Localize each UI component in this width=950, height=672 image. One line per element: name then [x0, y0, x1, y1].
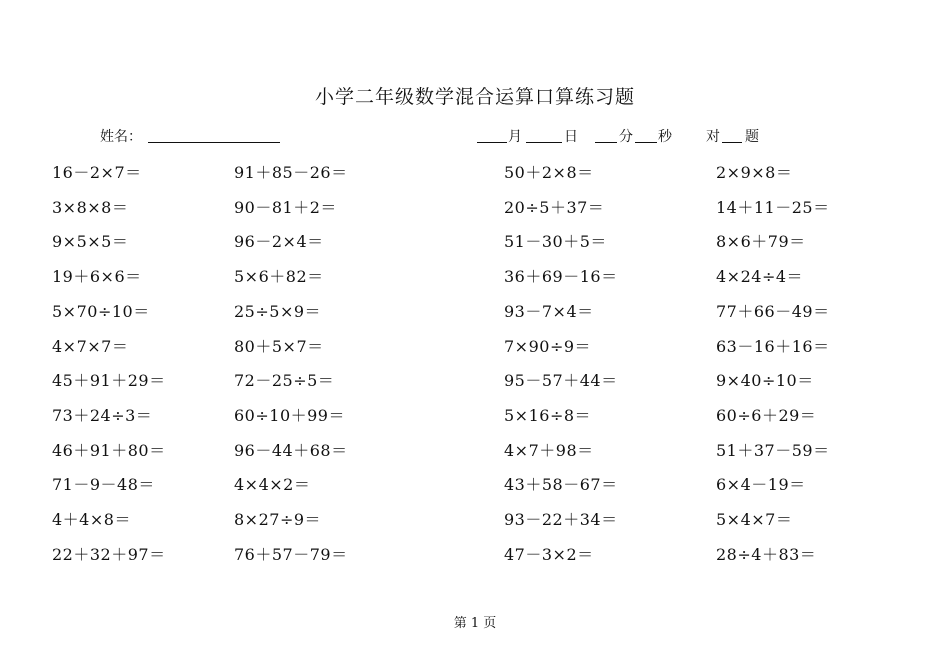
problem-expression: 93－22＋34＝: [504, 510, 618, 529]
problem-expression: 28÷4＋83＝: [716, 544, 817, 564]
problem-expression: 4＋4×8＝: [52, 510, 131, 529]
problem-expression: 71－9－48＝: [52, 475, 155, 495]
problem-row: [0, 229, 950, 253]
problem-expression: 3×8×8＝: [52, 197, 129, 217]
problem-expression: 51＋37－59＝: [716, 440, 830, 460]
problem-expression: 91＋85－26＝: [234, 163, 348, 182]
problem-expression: 4×7＋98＝: [504, 440, 594, 460]
problem-expression: 96－44＋68＝: [234, 440, 348, 460]
page-footer: 第 1 页: [453, 616, 497, 631]
problem-row: [0, 368, 950, 392]
problem-expression: 80＋5×7＝: [234, 336, 324, 356]
problem-row: [0, 334, 950, 358]
problem-expression: 77＋66－49＝: [716, 301, 830, 321]
page-title: 小学二年级数学混合运算口算练习题: [314, 86, 635, 108]
problem-expression: 19＋6×6＝: [52, 267, 142, 287]
problem-expression: 5×6＋82＝: [234, 267, 324, 287]
problem-expression: 50＋2×8＝: [504, 163, 594, 182]
problem-expression: 14＋11－25＝: [716, 197, 830, 217]
day-blank[interactable]: [526, 128, 562, 143]
problem-row: [0, 438, 950, 462]
problem-row: [0, 507, 950, 531]
problem-expression: 7×90÷9＝: [504, 336, 592, 356]
problem-expression: 9×5×5＝: [52, 232, 129, 252]
questions-label: 题: [745, 129, 759, 145]
minute-label: 分: [619, 129, 633, 145]
problem-expression: 46＋91＋80＝: [52, 440, 166, 460]
problem-expression: 4×4×2＝: [234, 475, 311, 495]
problem-expression: 20÷5＋37＝: [504, 197, 605, 217]
problem-expression: 72－25÷5＝: [234, 371, 335, 391]
problem-row: [0, 195, 950, 219]
day-label: 日: [564, 129, 578, 145]
problem-expression: 96－2×4＝: [234, 232, 324, 252]
second-label: 秒: [658, 129, 672, 145]
problem-expression: 9×40÷10＝: [716, 371, 814, 391]
problem-expression: 60÷6＋29＝: [716, 405, 817, 425]
problem-expression: 95－57＋44＝: [504, 371, 618, 391]
problem-expression: 25÷5×9＝: [234, 301, 322, 321]
problem-expression: 4×7×7＝: [52, 336, 129, 356]
month-label: 月: [508, 129, 522, 145]
minute-blank[interactable]: [595, 128, 617, 143]
month-blank[interactable]: [477, 128, 507, 143]
problem-row: [0, 299, 950, 323]
problem-expression: 8×27÷9＝: [234, 510, 322, 529]
problem-expression: 73＋24÷3＝: [52, 405, 153, 425]
problem-expression: 51－30＋5＝: [504, 232, 607, 252]
problem-expression: 76＋57－79＝: [234, 544, 348, 564]
header-fields: [0, 126, 950, 148]
problem-row: [0, 542, 950, 566]
problem-expression: 6×4－19＝: [716, 475, 806, 495]
problem-expression: 16－2×7＝: [52, 163, 142, 182]
problem-expression: 93－7×4＝: [504, 301, 594, 321]
problem-expression: 43＋58－67＝: [504, 475, 618, 495]
problem-expression: 4×24÷4＝: [716, 267, 804, 287]
name-label: 姓名：: [100, 129, 142, 145]
problem-expression: 8×6＋79＝: [716, 232, 806, 252]
problem-expression: 47－3×2＝: [504, 544, 594, 564]
problem-expression: 90－81＋2＝: [234, 197, 337, 217]
name-blank[interactable]: [148, 128, 280, 143]
problem-expression: 5×4×7＝: [716, 510, 793, 529]
problem-expression: 5×70÷10＝: [52, 301, 150, 321]
problem-row: [0, 403, 950, 427]
problem-expression: 45＋91＋29＝: [52, 371, 166, 391]
problem-expression: 63－16＋16＝: [716, 336, 830, 356]
problem-expression: 5×16÷8＝: [504, 405, 592, 425]
problem-row: [0, 160, 950, 184]
problem-expression: 36＋69－16＝: [504, 267, 618, 287]
problem-row: [0, 472, 950, 496]
correct-blank[interactable]: [722, 128, 742, 143]
problem-expression: 22＋32＋97＝: [52, 544, 166, 564]
problem-expression: 2×9×8＝: [716, 163, 793, 182]
problem-row: [0, 264, 950, 288]
second-blank[interactable]: [635, 128, 657, 143]
problem-expression: 60÷10＋99＝: [234, 405, 345, 425]
correct-label: 对: [706, 129, 720, 145]
